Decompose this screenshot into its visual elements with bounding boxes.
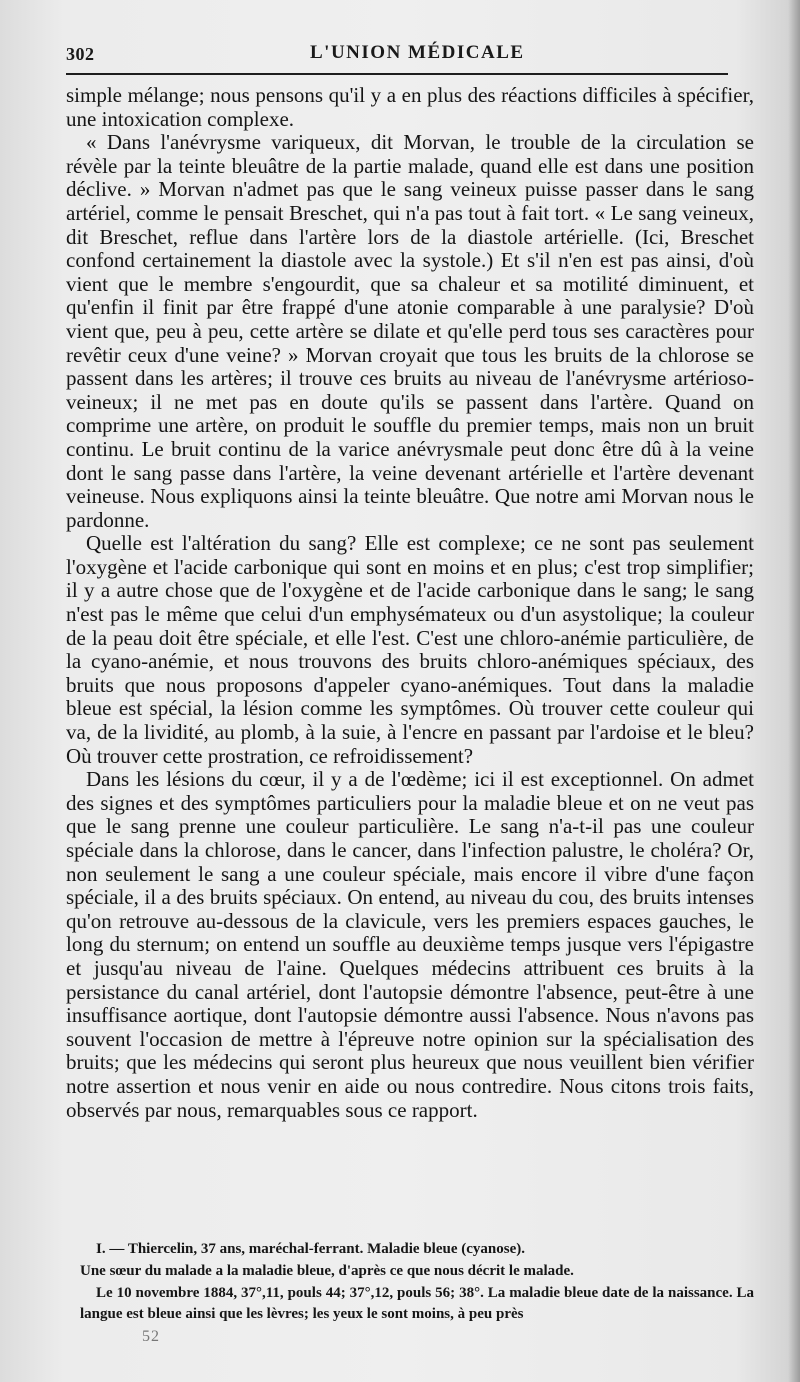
paragraph-3: Quelle est l'altération du sang? Elle est complexe; ce ne sont pas seulement l'oxygène et l'acide carbonique qui sont en moins et en plus; c'est trop simplifier; il y a autre chose que de l'oxygène et de l'acide carbonique dans le sang; le sang n'est pas le même que celui d'un emphysémateux ou d'un asystolique; la couleur de la peau doit être spéciale, et elle l'est. C'est une chloro-anémie particulière, de la cyano-anémie, et nous trouvons des bruits chloro-anémiques spéciaux, des bruits que nous proposons d'appeler cyano-anémiques. Tout dans la maladie bleue est spécial, la lésion comme les symptômes. Où trouver cette couleur qui va, de la lividité, au plomb, à la suie, à l'encre en passant par l'ardoise et le bleu? Où trouver cette prostration, ce refroidissement?	[66, 531, 754, 768]
case-notes	[80, 1239, 754, 1326]
page-header	[66, 40, 728, 70]
paragraph-4: Dans les lésions du cœur, il y a de l'œdème; ici il est exceptionnel. On admet des signes et des symptômes particuliers pour la maladie bleue et on ne veut pas que le sang prenne une couleur particulière. Le sang n'a-t-il pas une couleur spéciale dans la chlorose, dans le cancer, dans l'infection palustre, le choléra? Or, non seulement le sang a une couleur spéciale, mais encore il vibre d'une façon spéciale, il a des bruits spéciaux. On entend, au niveau du cou, des bruits intenses qu'on retrouve au-dessous de la clavicule, vers les premiers espaces gauches, le long du sternum; on entend un souffle au deuxième temps jusque vers l'épigastre et jusqu'au niveau de l'aine. Quelques médecins attribuent ces bruits à la persistance du canal artériel, dont l'autopsie démontre l'absence, peut-être à une insuffisance aortique, dont l'autopsie démontre aussi l'absence. Nous n'avons pas souvent l'occasion de mettre à l'épreuve notre opinion sur la spécialisation des bruits; que les médecins qui seront plus heureux que nous veuillent bien vérifier notre assertion et nous venir en aide ou nous contredire. Nous citons trois faits, observés par nous, remarquables sous ce rapport.	[66, 767, 754, 1122]
running-title: L'UNION MÉDICALE	[310, 42, 525, 63]
body-text	[66, 84, 754, 1122]
case-note-line-2: Une sœur du malade a la maladie bleue, d'après ce que nous décrit le malade.	[80, 1262, 574, 1279]
page-edge-shadow	[788, 0, 800, 1382]
signature-mark: 52	[142, 1328, 160, 1345]
paragraph-1: simple mélange; nous pensons qu'il y a en plus des réactions difficiles à spécifier, une intoxication complexe.	[66, 83, 754, 131]
paragraph-2: « Dans l'anévrysme variqueux, dit Morvan, le trouble de la circulation se révèle par la teinte bleuâtre de la partie malade, quand elle est dans une position déclive. » Morvan n'admet pas que le sang veineux puisse passer dans le sang artériel, comme le pensait Breschet, qui n'a pas tout à fait tort. « Le sang veineux, dit Breschet, reflue dans l'artère lors de la diastole artérielle. (Ici, Breschet confond certainement la diastole avec la systole.) Et s'il n'en est pas ainsi, d'où vient que le membre s'engourdit, que sa chaleur et sa motilité diminuent, et qu'enfin il finit par être frappé d'une atonie comparable à une paralysie? D'où vient que, peu à peu, cette artère se dilate et qu'elle perd tous ses caractères pour revêtir ceux d'une veine? » Morvan croyait que tous les bruits de la chlorose se passent dans les artères; il trouve ces bruits au niveau de l'anévrysme artérioso-veineux; il ne met pas en doute qu'ils se passent dans l'artère. Quand on comprime une artère, on produit le souffle du premier temps, mais non un bruit continu. Le bruit continu de la varice anévrysmale peut donc être dû à la veine dont le sang passe dans l'artère, la veine devenant artérielle et l'artère devenant veineuse. Nous expliquons ainsi la teinte bleuâtre. Que notre ami Morvan nous le pardonne.	[66, 130, 754, 532]
case-note-line-3: Le 10 novembre 1884, 37°,11, pouls 44; 37°,12, pouls 56; 38°. La maladie bleue date de la naissance. La langue est bleue ainsi que les lèvres; les yeux le sont moins, à peu près	[80, 1284, 754, 1323]
page-number: 302	[66, 44, 95, 64]
case-note-line-1: I. — Thiercelin, 37 ans, maréchal-ferrant. Maladie bleue (cyanose).	[96, 1241, 525, 1257]
header-rule	[66, 73, 728, 75]
